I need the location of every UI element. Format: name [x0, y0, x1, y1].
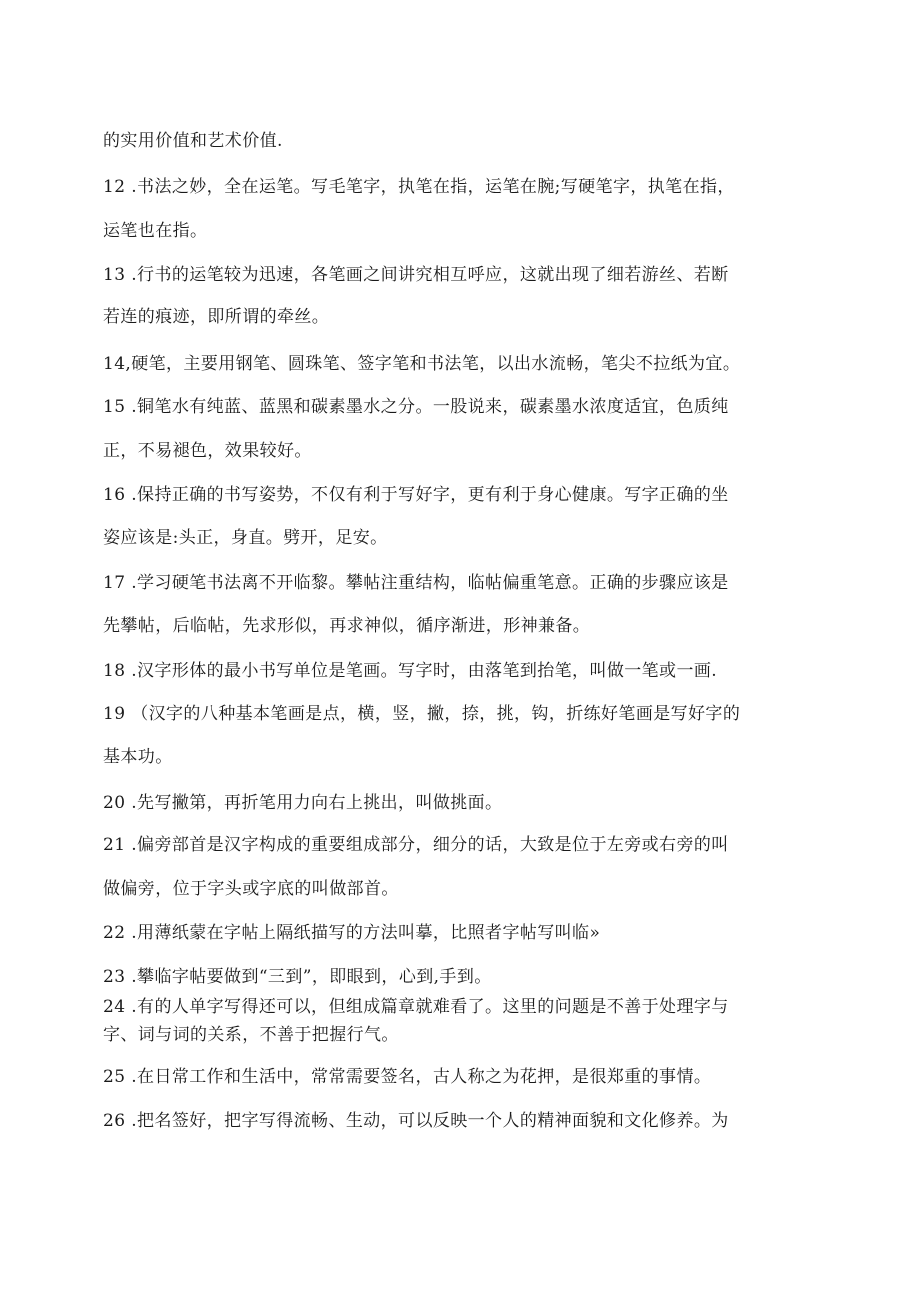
item-14-line-1: 14,硬笔，主要用钢笔、圆珠笔、签字笔和书法笔，以出水流畅，笔尖不拉纸为宜。: [103, 354, 741, 374]
item-21-line-2: 做偏旁，位于字头或字底的叫做部首。: [103, 879, 399, 899]
item-18-line-1: 18 .汉字形体的最小书写单位是笔画。写字时，由落笔到抬笔，叫做一笔或一画.: [103, 661, 718, 681]
item-15-line-1: 15 .铜笔水有纯蓝、蓝黑和碳素墨水之分。一股说来，碳素墨水浓度适宜，色质纯: [103, 397, 729, 417]
item-17-line-2: 先攀帖，后临帖，先求形似，再求神似，循序渐进，形神兼备。: [103, 616, 591, 636]
text-line: 的实用价值和艺术价值.: [103, 131, 283, 151]
item-21-line-1: 21 .偏旁部首是汉字构成的重要组成部分，细分的话，大致是位于左旁或右旁的叫: [103, 835, 729, 855]
item-12-line-1: 12 .书法之妙，全在运笔。写毛笔字，执笔在指，运笔在腕;写硬笔字，执笔在指，: [103, 177, 735, 197]
item-22-line-1: 22 .用薄纸蒙在字帖上隔纸描写的方法叫摹，比照者字帖写叫临»: [103, 923, 601, 943]
item-20-line-1: 20 .先写撇第，再折笔用力向右上挑出，叫做挑面。: [103, 793, 503, 813]
item-19-line-2: 基本功。: [103, 747, 173, 767]
item-23-line-1: 23 .攀临字帖要做到“三到”，即眼到，心到,手到。: [103, 967, 492, 987]
item-19-line-1: 19 （汉字的八种基本笔画是点，横，竖，撇，捺，挑，钩，折练好笔画是写好字的: [103, 704, 741, 724]
item-12-line-2: 运笔也在指。: [103, 221, 208, 241]
item-24-line-2: 字、词与词的关系，不善于把握行气。: [103, 1025, 399, 1045]
item-16-line-1: 16 .保持正确的书写姿势，不仅有利于写好字，更有利于身心健康。写字正确的坐: [103, 485, 729, 505]
item-15-line-2: 正，不易褪色，效果较好。: [103, 441, 312, 461]
item-17-line-1: 17 .学习硬笔书法离不开临黎。攀帖注重结构，临帖偏重笔意。正确的步骤应该是: [103, 573, 729, 593]
item-13-line-2: 若连的痕迹，即所谓的牵丝。: [103, 307, 330, 327]
item-25-line-1: 25 .在日常工作和生活中，常常需要签名，古人称之为花押，是很郑重的事情。: [103, 1067, 712, 1087]
item-24-line-1: 24 .有的人单字写得还可以，但组成篇章就难看了。这里的问题是不善于处理字与: [103, 997, 729, 1017]
item-13-line-1: 13 .行书的运笔较为迅速，各笔画之间讲究相互呼应，这就出现了细若游丝、若断: [103, 265, 729, 285]
item-26-line-1: 26 .把名签好，把字写得流畅、生动，可以反映一个人的精神面貌和文化修养。为: [103, 1111, 729, 1131]
item-16-line-2: 姿应该是:头正，身直。劈开，足安。: [103, 528, 388, 548]
